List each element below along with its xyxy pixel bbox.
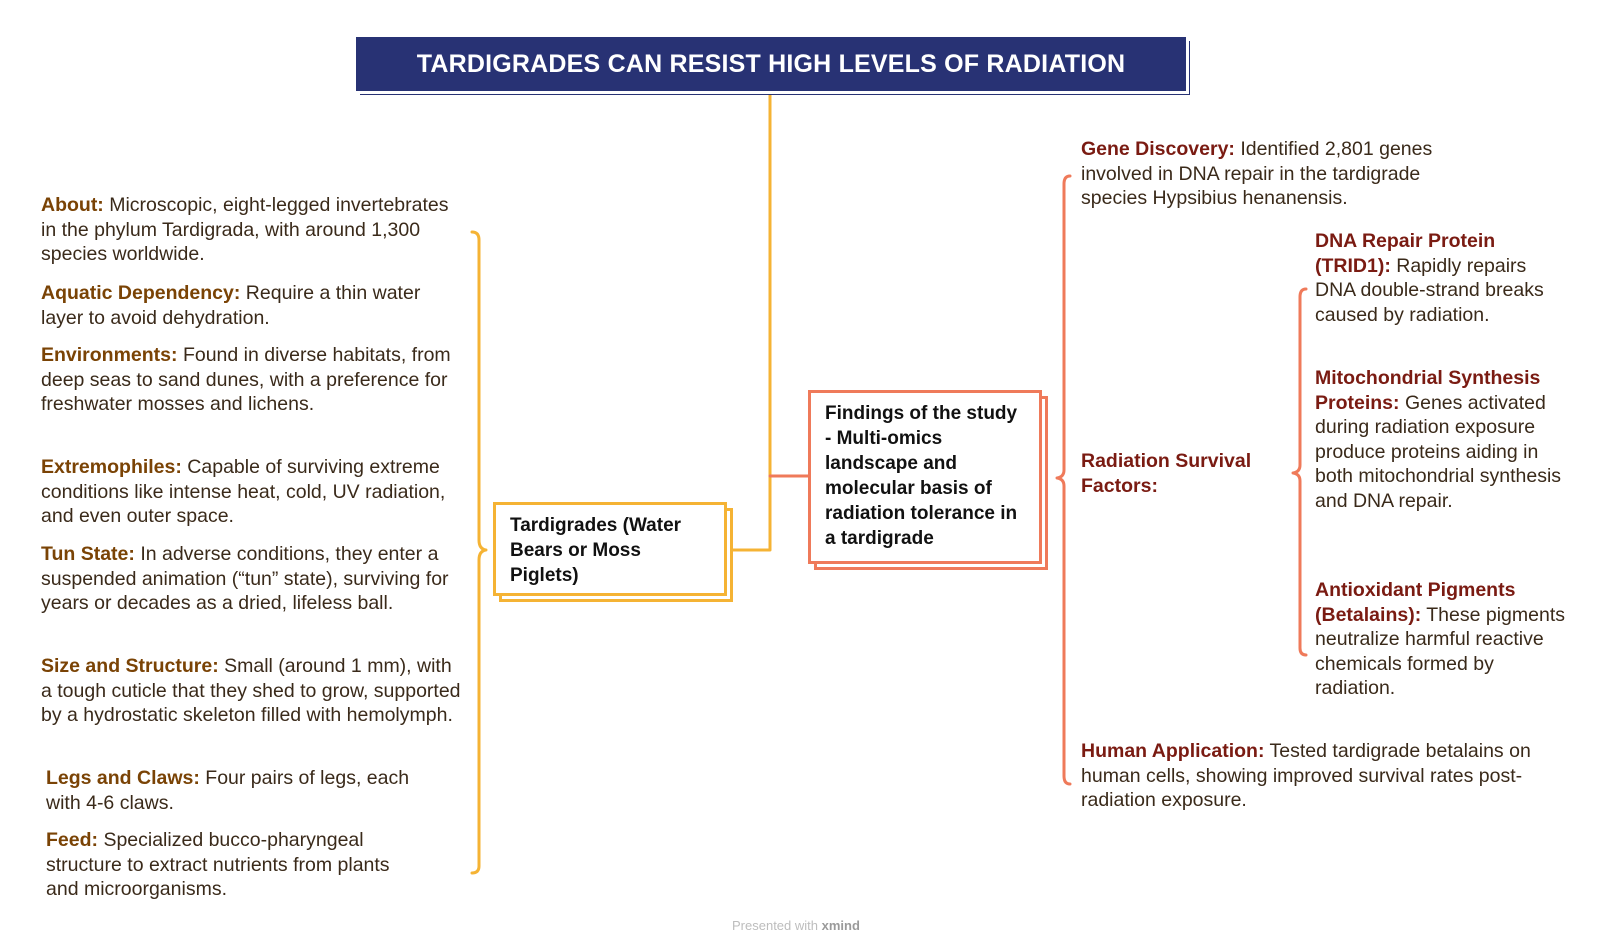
item-label: Feed: (46, 829, 99, 851)
title-text: TARDIGRADES CAN RESIST HIGH LEVELS OF RADIATION (416, 49, 1126, 78)
factor-mitochondrial-synthesis[interactable] (1315, 366, 1565, 513)
findings-text: Findings of the study - Multi-omics landscape and molecular basis of radiation tolerance in a tardigrade (825, 403, 1018, 549)
item-text: Small (around 1 mm), with a tough cuticle that they shed to grow, supported by a hydrostatic skeleton filled with hemolymph. (41, 655, 461, 726)
item-label: Tun State: (41, 543, 135, 565)
left-item-legs-and-claws[interactable] (46, 766, 446, 815)
item-label: Size and Structure: (41, 655, 219, 677)
item-text: Found in diverse habitats, from deep seas to sand dunes, with a preference for freshwater mosses and lichens. (41, 344, 451, 415)
item-text: These pigments neutralize harmful reactive chemicals formed by radiation. (1315, 603, 1566, 699)
title-banner (356, 37, 1186, 91)
left-item-size-and-structure[interactable] (41, 654, 461, 728)
item-text: Capable of surviving extreme conditions like intense heat, cold, UV radiation, and even outer space. (41, 456, 446, 527)
item-text: Microscopic, eight-legged invertebrates in the phylum Tardigrada, with around 1,300 species worldwide. (41, 194, 449, 265)
left-item-about[interactable] (41, 193, 456, 267)
item-label: Gene Discovery: (1081, 138, 1235, 160)
right-bracket (1057, 176, 1070, 784)
footer-prefix: Presented with (732, 918, 818, 933)
radiation-survival-factors[interactable] (1081, 449, 1281, 498)
xmind-logo: xmind (821, 918, 860, 933)
item-label: Aquatic Dependency: (41, 282, 241, 304)
item-label: DNA Repair Protein (TRID1): (1315, 230, 1496, 277)
left-item-environments[interactable] (41, 343, 461, 417)
right-item-human-application[interactable] (1081, 739, 1551, 813)
item-label: About: (41, 194, 104, 216)
item-text: Identified 2,801 genes involved in DNA repair in the tardigrade species Hypsibius henanensis. (1081, 138, 1433, 209)
item-text: Four pairs of legs, each with 4-6 claws. (46, 767, 410, 814)
item-label: Legs and Claws: (46, 767, 200, 789)
factors-bracket (1293, 289, 1306, 655)
right-item-gene-discovery[interactable] (1081, 137, 1491, 211)
item-label: Radiation Survival Factors: (1081, 450, 1252, 497)
item-text: Tested tardigrade betalains on human cells, showing improved survival rates post-radiation exposure. (1081, 740, 1531, 811)
left-bracket (472, 232, 486, 873)
findings-topic[interactable] (808, 390, 1042, 564)
left-item-aquatic-dependency[interactable] (41, 281, 431, 330)
left-item-tun-state[interactable] (41, 542, 459, 616)
item-text: In adverse conditions, they enter a suspended animation (“tun” state), surviving for years or decades as a dried, lifeless ball. (41, 543, 449, 614)
item-label: Human Application: (1081, 740, 1265, 762)
item-text: Genes activated during radiation exposure produce proteins aiding in both mitochondrial synthesis and DNA repair. (1315, 391, 1562, 512)
title-connector (730, 93, 770, 550)
factor-dna-repair-protein[interactable] (1315, 229, 1560, 327)
central-topic[interactable] (493, 502, 727, 596)
item-text: Rapidly repairs DNA double-strand breaks caused by radiation. (1315, 254, 1544, 326)
footer-credit (732, 918, 860, 933)
item-label: Extremophiles: (41, 456, 182, 478)
item-text: Require a thin water layer to avoid dehydration. (41, 282, 421, 329)
item-label: Mitochondrial Synthesis Proteins: (1315, 367, 1541, 414)
factor-antioxidant-pigments[interactable] (1315, 578, 1565, 701)
item-text: Specialized bucco-pharyngeal structure to extract nutrients from plants and microorganisms. (46, 829, 390, 900)
item-label: Antioxidant Pigments (Betalains): (1315, 579, 1516, 626)
left-item-feed[interactable] (46, 828, 426, 902)
item-label: Environments: (41, 344, 178, 366)
central-topic-text: Tardigrades (Water Bears or Moss Piglets) (510, 515, 682, 586)
left-item-extremophiles[interactable] (41, 455, 461, 529)
